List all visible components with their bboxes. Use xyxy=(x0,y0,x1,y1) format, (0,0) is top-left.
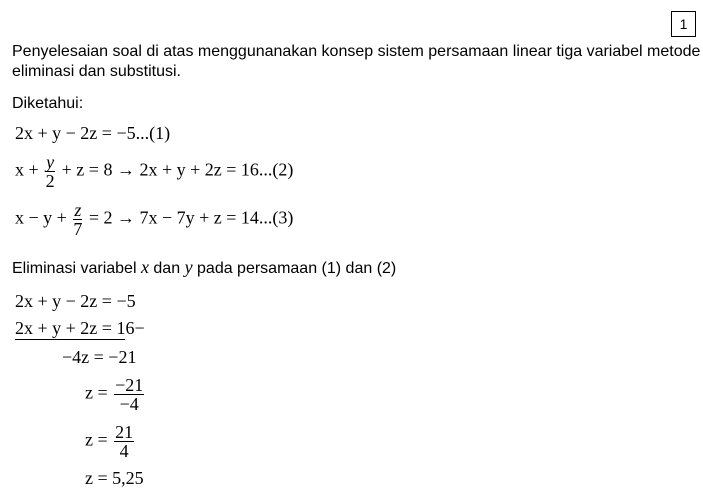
step1-fraction xyxy=(114,376,144,413)
elimination-row-2 xyxy=(15,317,145,339)
step2-fraction xyxy=(114,423,134,460)
eq3-left-post: = 2 → 7x − 7y + z = 14...(3) xyxy=(88,207,294,228)
given-equation-2 xyxy=(15,153,293,190)
eq2-fraction xyxy=(45,153,55,190)
intro-line-1: Penyelesaian soal di atas menggunanakan konsep sistem persamaan linear tiga variabel metode xyxy=(12,43,701,60)
given-equation-3 xyxy=(15,201,293,238)
page-number: 1 xyxy=(679,16,688,32)
eq2-fraction-denominator: 2 xyxy=(45,171,55,191)
variable-x: x xyxy=(140,257,149,277)
page-number-box xyxy=(671,11,696,37)
subtraction-line xyxy=(15,339,125,340)
elimination-heading xyxy=(12,257,396,279)
eq2-left-post: + z = 8 → 2x + y + 2z = 16...(2) xyxy=(61,159,294,180)
variable-y: y xyxy=(184,257,193,277)
elimination-heading-post: pada persamaan (1) dan (2) xyxy=(197,260,397,277)
given-equation-1: 2x + y − 2z = −5...(1) xyxy=(15,123,171,143)
elimination-heading-mid: dan xyxy=(153,260,181,277)
eq2-fraction-numerator: y xyxy=(46,152,55,172)
eq3-fraction-numerator: z xyxy=(74,200,82,220)
elimination-row-1: 2x + y − 2z = −5 xyxy=(15,291,136,311)
subtraction-operator: − xyxy=(134,318,145,338)
elimination-row-2-expression: 2x + y + 2z = 16 xyxy=(15,318,135,338)
eq2-left-pre: x + xyxy=(15,159,39,180)
known-label: Diketahui: xyxy=(12,95,84,112)
step1-numerator: −21 xyxy=(115,375,144,395)
intro-line-2: eliminasi dan substitusi. xyxy=(12,63,181,80)
step2-denominator: 4 xyxy=(119,441,129,461)
solve-step-2 xyxy=(85,423,136,460)
eq3-left-pre: x − y + xyxy=(15,207,67,228)
elimination-result: −4z = −21 xyxy=(62,347,137,367)
eq3-fraction-denominator: 7 xyxy=(73,219,83,239)
step1-denominator: −4 xyxy=(119,394,139,414)
final-answer: z = 5,25 xyxy=(85,468,144,488)
step2-lhs: z = xyxy=(85,429,108,450)
elimination-heading-pre: Eliminasi variabel xyxy=(12,260,137,277)
step2-numerator: 21 xyxy=(115,422,134,442)
step1-lhs: z = xyxy=(85,382,108,403)
eq3-fraction xyxy=(73,201,82,238)
solve-step-1 xyxy=(85,376,146,413)
